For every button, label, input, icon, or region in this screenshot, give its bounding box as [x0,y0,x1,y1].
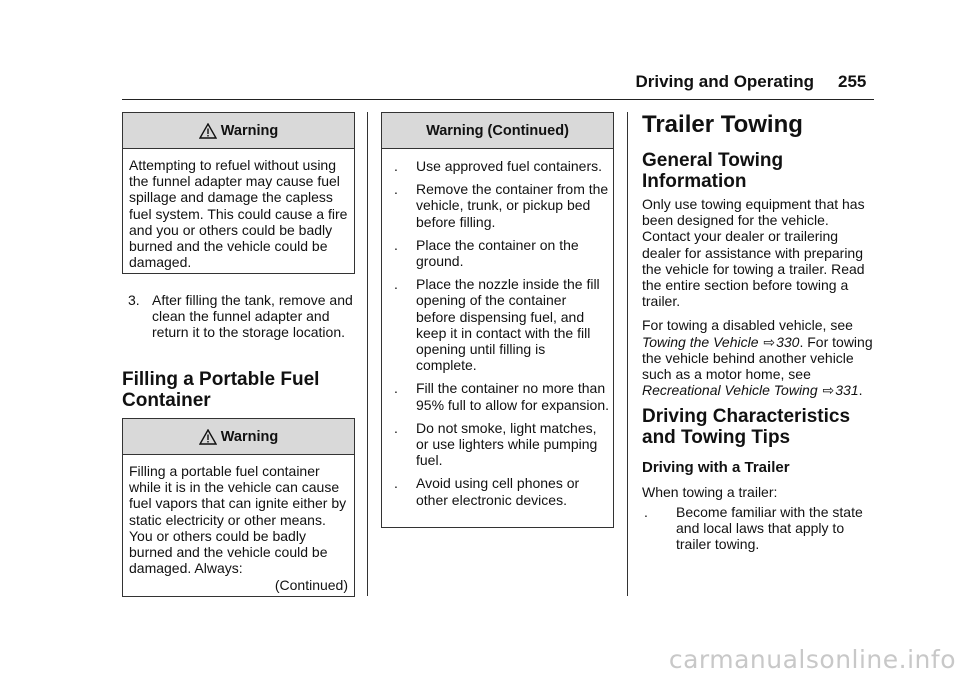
bullet-text: Use approved fuel containers. [416,158,602,174]
heading-general-towing-information: General Towing Information [642,150,784,192]
heading-driving-with-a-trailer: Driving with a Trailer [642,459,790,476]
heading-filling-portable-fuel-container: Filling a Portable Fuel Container [122,369,320,411]
paragraph: Only use towing equipment that has been designed for the vehicle. Contact your dealer or trailering dealer for assistance with preparing the vehicle for towing a trailer. Read the entire section before towing a trailer. [642,196,865,310]
bullet-dot: . [394,475,398,492]
bullet-text: Remove the container from the vehicle, trunk, or pickup bed before filling. [416,181,609,230]
column-divider-left [367,112,368,596]
page-number: 255 [838,72,867,91]
bullet-text: Avoid using cell phones or other electronic devices. [416,475,580,508]
column-divider-right [627,112,628,596]
bullet-dot: . [394,419,398,436]
bullet-item [382,158,609,174]
link-recreational-vehicle-towing[interactable]: Recreational Vehicle Towing [642,382,818,399]
paragraph-disabled-vehicle [642,317,874,398]
warning-header [123,419,354,455]
bullet-dot: . [394,276,398,293]
warning-header [382,113,613,149]
text: . For towing the vehicle behind another vehicle such as a motor home, see [642,333,873,383]
bullet-text: Do not smoke, light matches, or use lighters while pumping fuel. [416,419,598,469]
page-ref-331[interactable]: 331 [835,382,859,399]
step-text: After filling the tank, remove and clean the funnel adapter and return it to the storage location. [152,292,353,341]
warning-heading: Warning [220,428,279,445]
towing-tips-list [642,504,874,560]
step-number: 3. [128,292,140,308]
warning-bullet-list [382,149,613,508]
warning-heading: Warning (Continued) [426,122,569,139]
bullet-text: Become familiar with the state and local laws that apply to trailer towing. [676,504,863,553]
bullet-text: Place the nozzle inside the fill opening of the container before dispensing fuel, and keep it in contact with the fill opening until filling is complete. [416,276,600,374]
header-rule [122,99,874,100]
step-3 [128,292,353,341]
bullet-text: Place the container on the ground. [416,236,579,270]
bullet-item [382,276,609,373]
bullet-dot: . [394,380,398,397]
bullet-item [382,237,609,269]
warning-header [123,113,354,149]
text: For towing a disabled vehicle, see [642,317,853,334]
bullet-dot: . [394,181,398,198]
bullet-dot: . [394,158,398,174]
link-towing-the-vehicle[interactable]: Towing the Vehicle [642,333,759,350]
bullet-text: Fill the container no more than 95% full to allow for expansion. [416,380,609,413]
page-reference-icon: ⇨ [822,382,835,399]
bullet-item [382,380,609,412]
bullet-item [382,420,609,469]
warning-body: Attempting to refuel without using the funnel adapter may cause fuel spillage and damage the capless fuel system. This could cause a fire and you or others could be badly burned and the vehicle could be damaged. [129,157,348,271]
heading-trailer-towing: Trailer Towing [642,111,803,138]
bullet-dot: . [394,236,398,253]
bullet-item [382,181,609,230]
bullet-item [642,504,874,553]
general-towing-text [642,196,874,404]
warning-heading: Warning [220,122,279,139]
bullet-item [382,475,609,507]
when-towing-text: When towing a trailer: [642,484,778,500]
page-ref-330[interactable]: 330 [776,333,800,350]
warning-triangle-icon [199,429,217,445]
warning-body: Filling a portable fuel container while it is in the vehicle can cause fuel vapors that can ignite either by static electricity or other means. You or others could be badly burned and the vehicle could be damaged. Always: [129,463,347,577]
bullet-dot: . [644,504,648,520]
page-reference-icon: ⇨ [763,333,776,350]
warning-box-continued [381,112,614,528]
watermark: carmanualsonline.info [668,645,956,674]
section-title: Driving and Operating [635,72,814,91]
heading-driving-characteristics: Driving Characteristics and Towing Tips [642,406,851,448]
continued-label: (Continued) [274,577,348,594]
warning-box-portable-container [122,418,355,597]
text: . [858,382,863,399]
warning-box-refuel [122,112,355,274]
warning-triangle-icon [199,123,217,139]
